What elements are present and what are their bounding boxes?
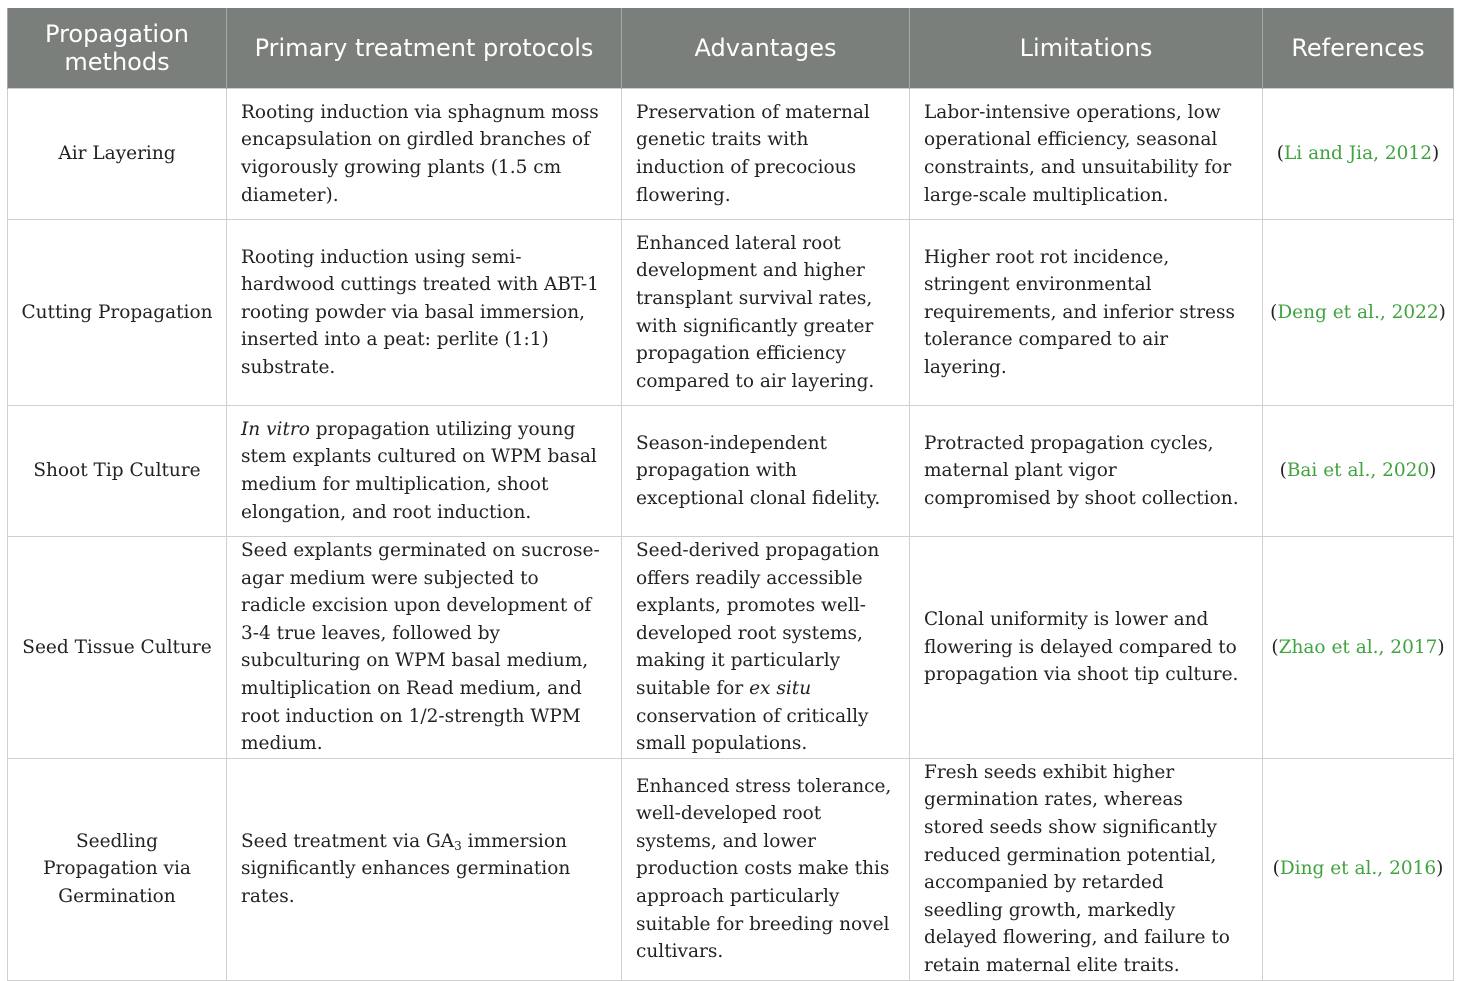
table-row	[8, 89, 1454, 220]
reference-cell: (Li and Jia, 2012)	[1263, 89, 1454, 220]
method-cell: Shoot Tip Culture	[8, 406, 227, 537]
table-row	[8, 406, 1454, 537]
reference-cell: (Zhao et al., 2017)	[1263, 537, 1454, 759]
reference-link[interactable]: Bai et al., 2020	[1286, 460, 1430, 482]
advantages-italic-text: ex situ	[749, 677, 812, 699]
protocol-text-end: immersion significantly enhances germination rates.	[241, 830, 571, 907]
advantages-cell: Enhanced stress tolerance, well-developed root systems, and lower production costs make this approach particularly suitable for breeding novel cultivars.	[622, 758, 910, 980]
reference-link[interactable]: Ding et al., 2016	[1279, 858, 1437, 880]
header-references: References	[1263, 8, 1454, 89]
method-cell: Seed Tissue Culture	[8, 537, 227, 759]
limitations-cell: Higher root rot incidence, stringent environmental requirements, and inferior stress tolerance compared to air layering.	[910, 220, 1263, 406]
limitations-cell: Clonal uniformity is lower and flowering is delayed compared to propagation via shoot tip culture.	[910, 537, 1263, 759]
reference-link[interactable]: Zhao et al., 2017	[1278, 636, 1438, 658]
limitations-cell: Protracted propagation cycles, maternal plant vigor compromised by shoot collection.	[910, 406, 1263, 537]
limitations-cell: Labor-intensive operations, low operational efficiency, seasonal constraints, and unsuitability for large-scale multiplication.	[910, 89, 1263, 220]
advantages-cell: Enhanced lateral root development and higher transplant survival rates, with significantly greater propagation efficiency compared to air layering.	[622, 220, 910, 406]
reference-cell: (Deng et al., 2022)	[1263, 220, 1454, 406]
protocol-text: propagation utilizing young stem explants cultured on WPM basal medium for multiplication, shoot elongation, and root induction.	[241, 418, 597, 523]
reference-link[interactable]: Deng et al., 2022	[1277, 301, 1439, 323]
protocol-cell: Rooting induction via sphagnum moss encapsulation on girdled branches of vigorously growing plants (1.5 cm diameter).	[227, 89, 622, 220]
reference-cell: (Bai et al., 2020)	[1263, 406, 1454, 537]
protocol-cell: Seed explants germinated on sucrose-agar medium were subjected to radicle excision upon development of 3-4 true leaves, followed by subculturing on WPM basal medium, multiplication on Read medium, and root induction on 1/2-strength WPM medium.	[227, 537, 622, 759]
header-advantages: Advantages	[622, 8, 910, 89]
advantages-text-end: conservation of critically small populations.	[636, 705, 869, 755]
method-cell: Air Layering	[8, 89, 227, 220]
subscript-text: 3	[454, 838, 462, 853]
table-row	[8, 220, 1454, 406]
table-body	[8, 89, 1454, 981]
table-container	[7, 8, 1453, 981]
header-primary-treatment-protocols: Primary treatment protocols	[227, 8, 622, 89]
protocol-text: Seed treatment via GA	[241, 830, 455, 852]
advantages-cell: Season-independent propagation with exceptional clonal fidelity.	[622, 406, 910, 537]
method-cell: Cutting Propagation	[8, 220, 227, 406]
reference-link[interactable]: Li and Jia, 2012	[1284, 143, 1432, 165]
limitations-cell: Fresh seeds exhibit higher germination rates, whereas stored seeds show significantly reduced germination potential, accompanied by retarded seedling growth, markedly delayed flowering, and failure to retain maternal elite traits.	[910, 758, 1263, 980]
method-cell: Seedling Propagation via Germination	[8, 758, 227, 980]
header-row	[8, 8, 1454, 89]
protocol-cell: Rooting induction using semi-hardwood cuttings treated with ABT-1 rooting powder via basal immersion, inserted into a peat: perlite (1:1) substrate.	[227, 220, 622, 406]
header-propagation-methods: Propagation methods	[8, 8, 227, 89]
table-row	[8, 537, 1454, 759]
reference-cell: (Ding et al., 2016)	[1263, 758, 1454, 980]
header-limitations: Limitations	[910, 8, 1263, 89]
protocol-cell	[227, 758, 622, 980]
propagation-methods-table	[7, 8, 1454, 981]
protocol-italic-text: In vitro	[241, 418, 310, 440]
advantages-cell: Preservation of maternal genetic traits with induction of precocious flowering.	[622, 89, 910, 220]
advantages-cell	[622, 537, 910, 759]
table-row	[8, 758, 1454, 980]
advantages-text: Seed-derived propagation offers readily accessible explants, promotes well-developed root systems, making it particularly suitable for	[636, 540, 880, 699]
protocol-cell	[227, 406, 622, 537]
table-header	[8, 8, 1454, 89]
